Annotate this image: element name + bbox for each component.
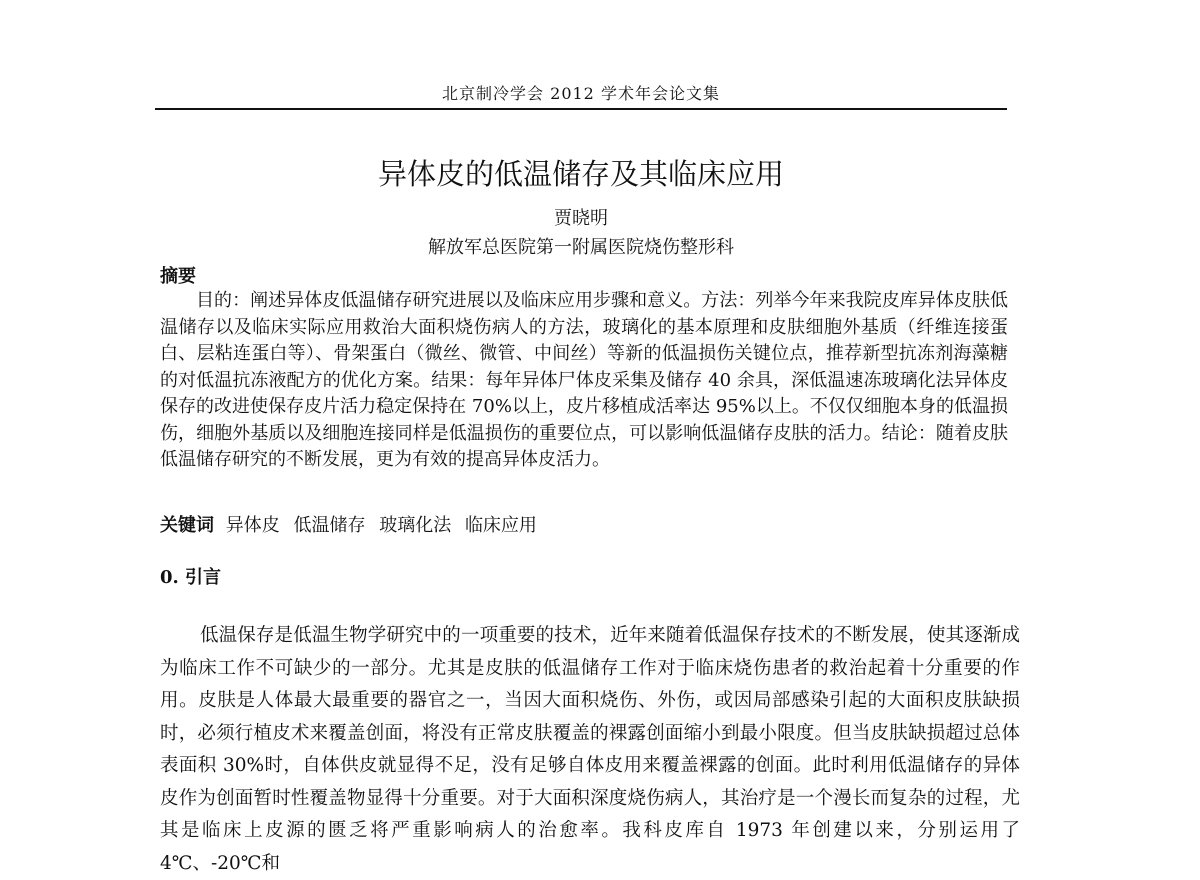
author-name: 贾晓明	[554, 208, 608, 229]
section-heading-introduction: 0. 引言	[160, 567, 222, 588]
keywords-label: 关键词	[160, 515, 214, 536]
abstract-heading: 摘要	[160, 266, 196, 287]
running-header: 北京制冷学会 2012 学术年会论文集	[442, 84, 720, 103]
paper-title: 异体皮的低温储存及其临床应用	[377, 157, 784, 191]
keyword: 低温储存	[293, 515, 366, 536]
keyword: 异体皮	[225, 515, 280, 536]
keyword: 临床应用	[464, 515, 537, 536]
keyword: 玻璃化法	[379, 515, 452, 536]
abstract-body: 目的：阐述异体皮低温储存研究进展以及临床应用步骤和意义。方法：列举今年来我院皮库异体皮肤低温储存以及临床实际应用救治大面积烧伤病人的方法，玻璃化的基本原理和皮肤细胞外基质（纤维连接蛋白、层粘连蛋白等）、骨架蛋白（微丝、微管、中间丝）等新的低温损伤关键位点，推荐新型抗冻剂海藻糖的对低温抗冻液配方的优化方案。结果：每年异体尸体皮采集及储存 40 余具，深低温速冻玻璃化法异体皮保存的改进使保存皮片活力稳定保持在 70%以上，皮片移植成活率达 95%以上。不仅仅细胞本身的低温损伤，细胞外基质以及细胞连接同样是低温损伤的重要位点，可以影响低温储存皮肤的活力。结论：随着皮肤低温储存研究的不断发展，更为有效的提高异体皮活力。	[160, 290, 1008, 470]
author-affiliation: 解放军总医院第一附属医院烧伤整形科	[428, 237, 734, 258]
keywords-line	[160, 513, 1008, 539]
header-rule	[155, 108, 1007, 110]
introduction-body: 低温保存是低温生物学研究中的一项重要的技术，近年来随着低温保存技术的不断发展，使其逐渐成为临床工作不可缺少的一部分。尤其是皮肤的低温储存工作对于临床烧伤患者的救治起着十分重要的作用。皮肤是人体最大最重要的器官之一，当因大面积烧伤、外伤，或因局部感染引起的大面积皮肤缺损时，必须行植皮术来覆盖创面，将没有正常皮肤覆盖的裸露创面缩小到最小限度。但当皮肤缺损超过总体表面积 30%时，自体供皮就显得不足，没有足够自体皮用来覆盖裸露的创面。此时利用低温储存的异体皮作为创面暂时性覆盖物显得十分重要。对于大面积深度烧伤病人，其治疗是一个漫长而复杂的过程，尤其是临床上皮源的匮乏将严重影响病人的治愈率。我科皮库自 1973 年创建以来，分别运用了 4℃、-20℃和	[160, 625, 1020, 874]
